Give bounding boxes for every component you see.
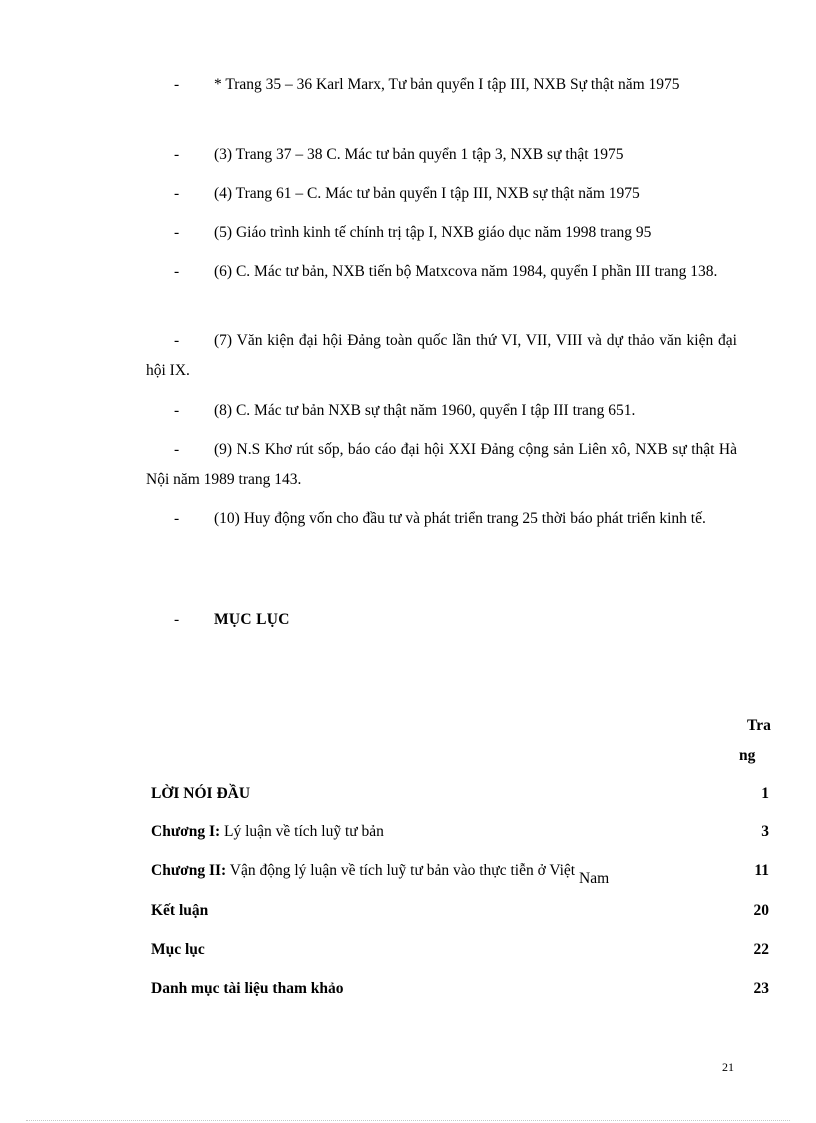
reference-text: (5) Giáo trình kinh tế chính trị tập I, NXB giáo dục năm 1998 trang 95 xyxy=(214,224,652,241)
toc-entry-page: 3 xyxy=(761,823,769,840)
reference-item xyxy=(146,218,737,248)
toc-entry-title: Mục lục xyxy=(151,941,205,958)
reference-text: (8) C. Mác tư bản NXB sự thật năm 1960, quyển I tập III trang 651. xyxy=(214,402,636,419)
toc-entry-page: 1 xyxy=(761,785,769,802)
toc-entry-title-tail: Nam xyxy=(579,870,610,887)
toc-entry xyxy=(151,980,769,1004)
reference-text: * Trang 35 – 36 Karl Marx, Tư bản quyển I tập III, NXB Sự thật năm 1975 xyxy=(214,76,680,93)
reference-item xyxy=(146,326,737,386)
list-dash: - xyxy=(174,510,180,527)
reference-text: (6) C. Mác tư bản, NXB tiến bộ Matxcova năm 1984, quyển I phần III trang 138. xyxy=(214,263,718,280)
toc-entry-label: Chương I: xyxy=(151,823,221,840)
toc-entry-title: Kết luận xyxy=(151,902,209,919)
page-bottom-divider xyxy=(26,1120,790,1121)
reference-item xyxy=(146,179,737,209)
reference-item xyxy=(146,504,737,534)
toc-entry-title: Danh mục tài liệu tham khảo xyxy=(151,980,344,997)
list-dash: - xyxy=(174,402,180,419)
toc-entry-page: 22 xyxy=(753,941,769,958)
list-dash: - xyxy=(174,611,180,628)
page-column-header-line2: ng xyxy=(739,747,756,764)
toc-entry-title: Vận động lý luận về tích luỹ tư bản vào thực tiễn ở Việt xyxy=(229,862,576,879)
toc-entry xyxy=(151,862,769,886)
reference-item xyxy=(146,435,737,495)
reference-item xyxy=(146,396,737,426)
reference-text: (10) Huy động vốn cho đầu tư và phát triển trang 25 thời báo phát triển kinh tế. xyxy=(214,510,706,527)
reference-text: (3) Trang 37 – 38 C. Mác tư bản quyển 1 tập 3, NXB sự thật 1975 xyxy=(214,146,624,163)
toc-entry xyxy=(151,823,769,847)
reference-item xyxy=(146,70,737,100)
list-dash: - xyxy=(174,146,180,163)
toc-title: MỤC LỤC xyxy=(214,611,290,628)
reference-text: (4) Trang 61 – C. Mác tư bản quyển I tập III, NXB sự thật năm 1975 xyxy=(214,185,640,202)
list-dash: - xyxy=(174,224,180,241)
toc-entry xyxy=(151,902,769,926)
reference-text: (9) N.S Khơ rút sốp, báo cáo đại hội XXI Đảng cộng sản Liên xô, NXB sự thật Hà Nội năm 1989 trang 143. xyxy=(146,441,737,488)
list-dash: - xyxy=(174,263,180,280)
toc-entry-page: 11 xyxy=(754,862,769,879)
list-dash: - xyxy=(174,332,180,349)
toc-entry xyxy=(151,941,769,965)
list-dash: - xyxy=(174,441,180,458)
toc-entry-title: Lý luận về tích luỹ tư bản xyxy=(224,823,384,840)
reference-text: (7) Văn kiện đại hội Đảng toàn quốc lần thứ VI, VII, VIII và dự thảo văn kiện đại hội IX. xyxy=(146,332,737,379)
page-number: 21 xyxy=(722,1060,734,1074)
toc-entry xyxy=(151,785,769,809)
list-dash: - xyxy=(174,76,180,93)
toc-entry-title: LỜI NÓI ĐẦU xyxy=(151,785,251,802)
toc-entry-page: 23 xyxy=(753,980,769,997)
toc-entry-text xyxy=(151,862,610,887)
toc-entry-text xyxy=(151,823,384,841)
reference-item xyxy=(146,140,737,170)
toc-entry-label: Chương II: xyxy=(151,862,227,879)
reference-item xyxy=(146,257,737,287)
toc-entry-page: 20 xyxy=(753,902,769,919)
list-dash: - xyxy=(174,185,180,202)
page-column-header-line1: Tra xyxy=(747,717,771,734)
